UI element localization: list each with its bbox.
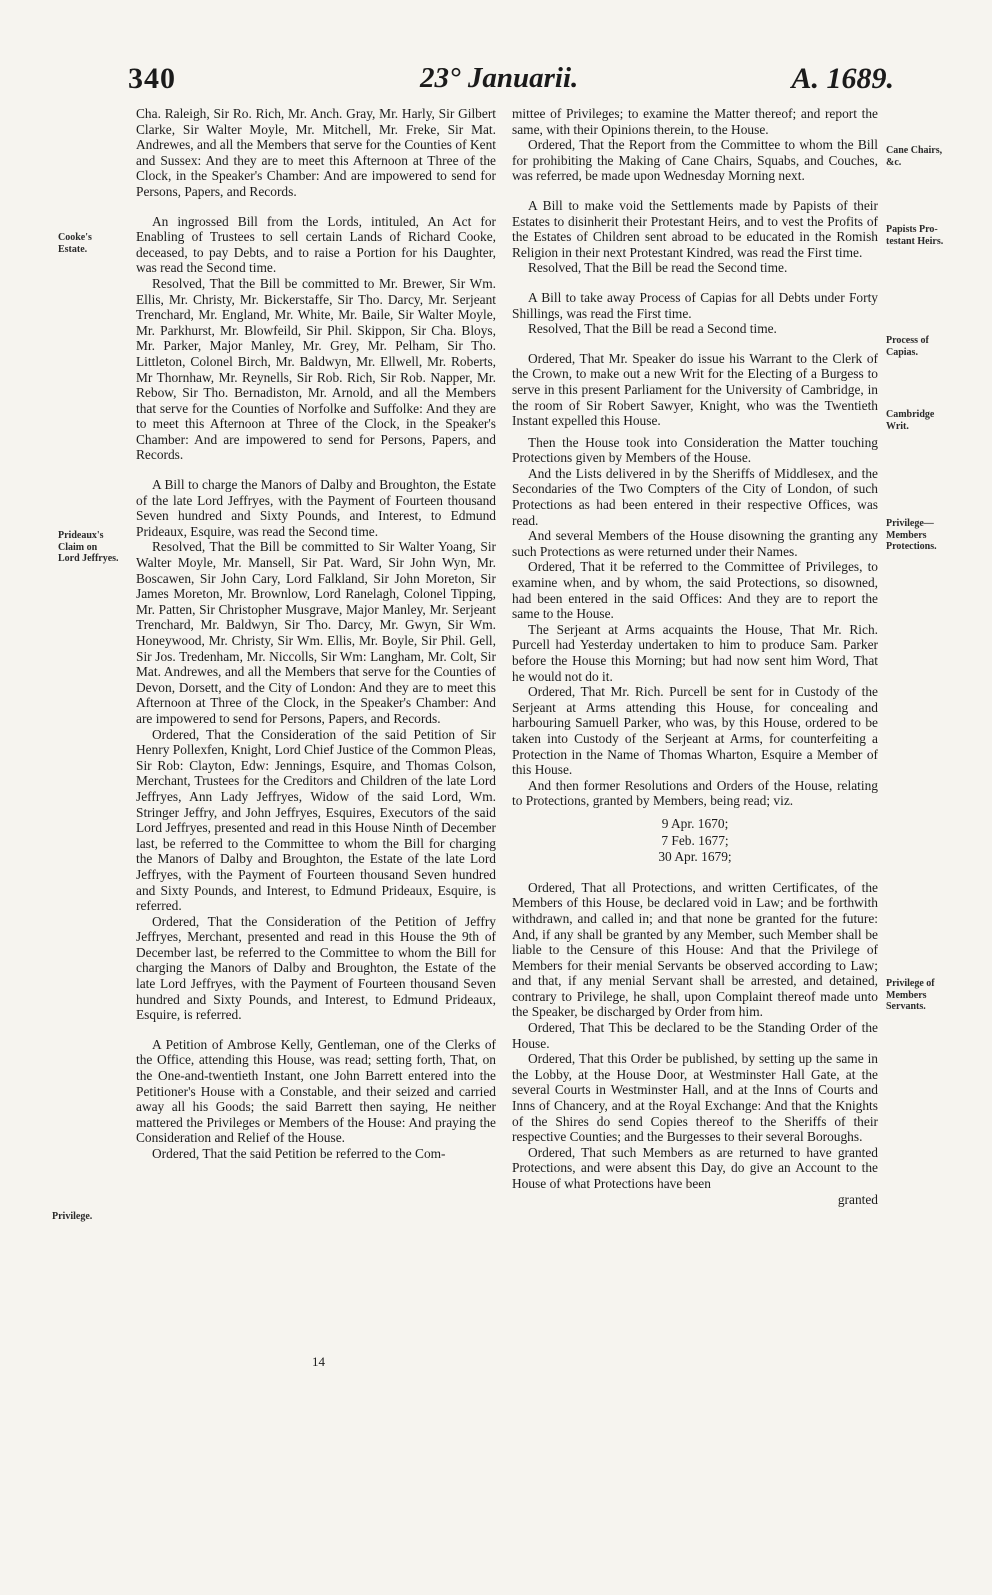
margin-note-line: Prideaux's xyxy=(58,530,104,541)
paragraph: mittee of Privileges; to examine the Matter thereof; and report the same, with their Opinions therein, to the House. xyxy=(512,106,878,137)
paragraph: Resolved, That the Bill be committed to Sir Walter Yoang, Sir Walter Moyle, Mr. Mansell, Sir Pat. Ward, Sir John Wyn, Mr. Boscawen, Sir John Cary, Lord Falkland, Sir John Moreton, Sir James Moreton, Mr. Brownlow, Lord Ranelagh, Colonel Tipping, Mr. Patten, Sir Christopher Musgrave, Major Manley, Mr. Serjeant Trenchard, Mr. Baldwyn, Sir Tho. Darcy, Mr. Gwyn, Sir Wm. Honeywood, Mr. Christy, Sir Wm. Ellis, Mr. Boyle, Sir Phil. Gell, Sir Jos. Tredenham, Mr. Niccolls, Sir Wm: Langham, Mr. Colt, Sir Mat. Andrewes, and all the Members that serve for the Counties of Devon, Dorsett, and the City of London: And they are to meet this Afternoon at Three of the Clock, in the Speaker's Chamber: And are impowered to send for Persons, Papers, and Records. xyxy=(136,539,496,726)
margin-note-papists xyxy=(886,224,943,247)
paragraph: Ordered, That the Consideration of the said Petition of Sir Henry Pollexfen, Knight, Lord Chief Justice of the Common Pleas, Sir Rob: Clayton, Edw: Jennings, Esquire, and Thomas Colson, Merchant, Trustees for the Creditors and Children of the late Lord Jeffryes, Ann Lady Jeffryes, Widow of the said Lord, Wm. Stringer Jeffry, and John Jeffryes, Esquires, Executors of the said Lord Jeffryes, presented and read in this House Ninth of December last, be referred to the Committee to whom the Bill for charging the Manors of Dalby and Broughton, the Estate of the late Lord Jeffryes, with the Payment of Fourteen thousand Seven hundred and Sixty Pounds, and Interest, to Edmund Prideaux, Esquire, is referred. xyxy=(136,726,497,914)
margin-note-protections xyxy=(886,518,937,553)
date-line: 9 Apr. 1670; xyxy=(661,815,729,831)
margin-note-servants xyxy=(886,978,935,1013)
margin-note-line: Cooke's xyxy=(58,232,92,243)
paragraph: Ordered, That the said Petition be referred to the Com- xyxy=(152,1146,446,1161)
page-year: A. 1689. xyxy=(791,62,894,95)
margin-note-line: Writ. xyxy=(886,420,909,432)
paragraph: Resolved, That the Bill be read a Second time. xyxy=(528,321,777,337)
margin-note-line: Protections. xyxy=(886,541,937,552)
paragraph: The Serjeant at Arms acquaints the House, That Mr. Rich. Purcell had Yesterday undertaken to him to produce Sam. Parker before the House this Morning; but had now sent him Word, That he would not do it. xyxy=(512,621,878,684)
margin-note-line: Cane Chairs, xyxy=(886,145,943,156)
margin-note-line: Privilege— xyxy=(886,518,934,529)
margin-note-line: testant Heirs. xyxy=(886,235,944,247)
paragraph: And several Members of the House disowning the granting any such Protections as were returned under their Names. xyxy=(512,528,878,559)
margin-note-cookes-estate xyxy=(58,232,92,255)
margin-note-privilege xyxy=(52,1211,92,1223)
margin-note-line: Privilege of xyxy=(886,978,935,989)
paragraph: A Bill to charge the Manors of Dalby and Broughton, the Estate of the late Lord Jeffryes, with the Payment of Fourteen thousand Seven hundred and Sixty Pounds, and Interest, to Edmund Prideaux, Esquire, was read the Second time. xyxy=(136,477,496,539)
margin-note-line: Process of xyxy=(886,335,929,346)
paragraph: Ordered, That this Order be published, by setting up the same in the Lobby, at the House Door, at Westminster Hall Gate, at the several Courts in Westminster Hall, and at the Inns of Courts and Inns of Chancery, and at the Royal Exchange: And that the Knights of the Shires do send Copies thereof to the Sheriffs of their respective Counties; and the Burgesses to their several Boroughs. xyxy=(512,1051,878,1145)
margin-note-line: Servants. xyxy=(886,1001,926,1012)
paragraph: Ordered, That it be referred to the Committee of Privileges, to examine when, and by whom, the said Protections, so disowned, had been entered in the said Offices: And they are to report the same to the House. xyxy=(512,559,878,622)
paragraph: Ordered, That Mr. Speaker do issue his Warrant to the Clerk of the Crown, to make out a new Writ for the Electing of a Burgess to serve in this present Parliament for the University of Cambridge, in the room of Sir Robert Sawyer, Knight, who was the Twentieth Instant expelled this House. xyxy=(512,350,878,429)
paragraph: An ingrossed Bill from the Lords, intituled, An Act for Enabling of Trustees to sell certain Lands of Richard Cooke, deceased, to pay Debts, and to raise a Portion for his Daughter, was read the Second time. xyxy=(136,213,496,276)
margin-note-capias xyxy=(886,335,929,358)
paragraph: Cha. Raleigh, Sir Ro. Rich, Mr. Anch. Gray, Mr. Harly, Sir Gilbert Clarke, Sir Walter Moyle, Mr. Mitchell, Mr. Freke, Sir Mat. Andrewes, and all the Members that serve for the Counties of Kent and Sussex: And they are to meet this Afternoon at Three of the Clock, in the Speaker's Chamber: And are impowered to send for Persons, Papers, and Records. xyxy=(136,106,496,199)
paragraph: Ordered, That This be declared to be the Standing Order of the House. xyxy=(512,1020,878,1051)
paragraph: Then the House took into Consideration the Matter touching Protections given by Members of the House. xyxy=(512,434,878,466)
paragraph: And the Lists delivered in by the Sheriffs of Middlesex, and the Secondaries of the Two Compters of the City of London, of such Protections as had been entered in their respective Offices, was read. xyxy=(512,465,878,528)
left-column xyxy=(136,106,496,1162)
paragraph: And then former Resolutions and Orders of the House, relating to Protections, granted by Members, being read; viz. xyxy=(512,777,878,809)
margin-note-cambridge xyxy=(886,409,934,432)
margin-note-line: Privilege. xyxy=(52,1211,93,1222)
paragraph: A Bill to take away Process of Capias for all Debts under Forty Shillings, was read the First time. xyxy=(512,289,878,321)
paragraph: Ordered, That the Consideration of the Petition of Jeffry Jeffryes, Merchant, presented and read in this House the 9th of December last, be referred to the Committee to whom the Bill for charging the Manors of Dalby and Broughton, the Estate of the late Lord Jeffryes, with the Payment of Fourteen thousand Seven hundred and Sixty Pounds, and Interest, to Edmund Prideaux, Esquire, is referred. xyxy=(136,913,496,1023)
margin-note-prideaux xyxy=(58,530,119,565)
page-number: 340 xyxy=(128,62,176,95)
margin-note-line: Members xyxy=(886,529,927,541)
right-column xyxy=(512,106,878,1207)
date-line: 7 Feb. 1677; xyxy=(661,832,729,848)
margin-note-line: Capias. xyxy=(886,346,918,358)
margin-note-line: Cambridge xyxy=(886,409,935,420)
paragraph: Ordered, That all Protections, and written Certificates, of the Members of this House, be declared void in Law; and be forthwith withdrawn, and called in; and that none be granted for the future: And, if any shall be granted by any Member, such Member shall be liable to the Censure of this House: And that the Privilege of Members for their menial Servants be observed according to Law; and that, if any menial Servant shall be arrested, and detained, contrary to Privilege, he shall, upon Complaint thereof made unto the Speaker, be discharged by Order from him. xyxy=(512,879,878,1020)
margin-note-line: Papists Pro- xyxy=(886,224,938,235)
catchword: granted xyxy=(837,1191,878,1207)
date-line: 30 Apr. 1679; xyxy=(658,849,732,865)
page-date: 23° Januarii. xyxy=(420,62,579,94)
margin-note-line: Members xyxy=(886,989,927,1001)
paragraph: Ordered, That Mr. Rich. Purcell be sent for in Custody of the Serjeant at Arms attending this House, for concealing and harbouring Samuell Parker, who was, by this House, ordered to be taken into Custody of the Serjeant at Arms, for counterfeiting a Protection in the Name of Thomas Wharton, Esquire a Member of this House. xyxy=(512,684,878,778)
margin-note-cane-chairs xyxy=(886,145,942,168)
margin-note-line: &c. xyxy=(886,156,902,168)
paragraph: Ordered, That the Report from the Committee to whom the Bill for prohibiting the Making of Cane Chairs, Squabs, and Couches, was referred, be made upon Wednesday Morning next. xyxy=(512,137,878,184)
paragraph: A Bill to make void the Settlements made by Papists of their Estates to disinherit their Protestant Heirs, and to vest the Profits of the Estates of Children sent abroad to be educated in the Romish Religion in their next Protestant Kindred, was read the First time. xyxy=(512,197,878,260)
margin-note-line: Claim on xyxy=(58,541,98,553)
paragraph: A Petition of Ambrose Kelly, Gentleman, one of the Clerks of the Office, attending this House, was read; setting forth, That, on the One-and-twentieth Instant, one John Barrett entered into the Petitioner's House with a Constable, and their seized and carried away all his Goods; the said Barrett then saying, He neither mattered the Privileges or Members of the House: And praying the Consideration and Relief of the House. xyxy=(136,1036,496,1146)
page-header xyxy=(0,62,992,102)
signature-mark: 14 xyxy=(312,1354,325,1369)
margin-note-line: Lord Jeffryes. xyxy=(58,553,119,564)
margin-note-line: Estate. xyxy=(58,243,88,255)
paragraph: Resolved, That the Bill be committed to Mr. Brewer, Sir Wm. Ellis, Mr. Christy, Mr. Bickerstaffe, Sir Tho. Darcy, Mr. Serjeant Trenchard, Mr. England, Mr. White, Mr. Baile, Sir Walter Moyle, Mr. Parkhurst, Mr. Blowfeild, Sir Phil. Skippon, Sir Cha. Bloys, Mr. Parker, Major Manley, Mr. Grey, Mr. Pelham, Sir Tho. Littleton, Colonel Birch, Mr. Baldwyn, Mr. Ellwell, Mr. Roberts, Mr Thornhaw, Mr. Reynells, Sir Rob. Rich, Sir Rob. Napper, Mr. Rebow, Sir Tho. Bernadiston, Mr. Arnold, and all the Members that serve for the Counties of Norfolke and Suffolke: And they are to meet this Afternoon at Three of the Clock, in the Speaker's Chamber: And are impowered to send for Persons, Papers, and Records. xyxy=(136,275,496,463)
paragraph: Resolved, That the Bill be read the Second time. xyxy=(528,260,788,276)
paragraph: Ordered, That such Members as are returned to have granted Protections, and were absent this Day, do give an Account to the House of what Protections have been xyxy=(512,1144,878,1191)
